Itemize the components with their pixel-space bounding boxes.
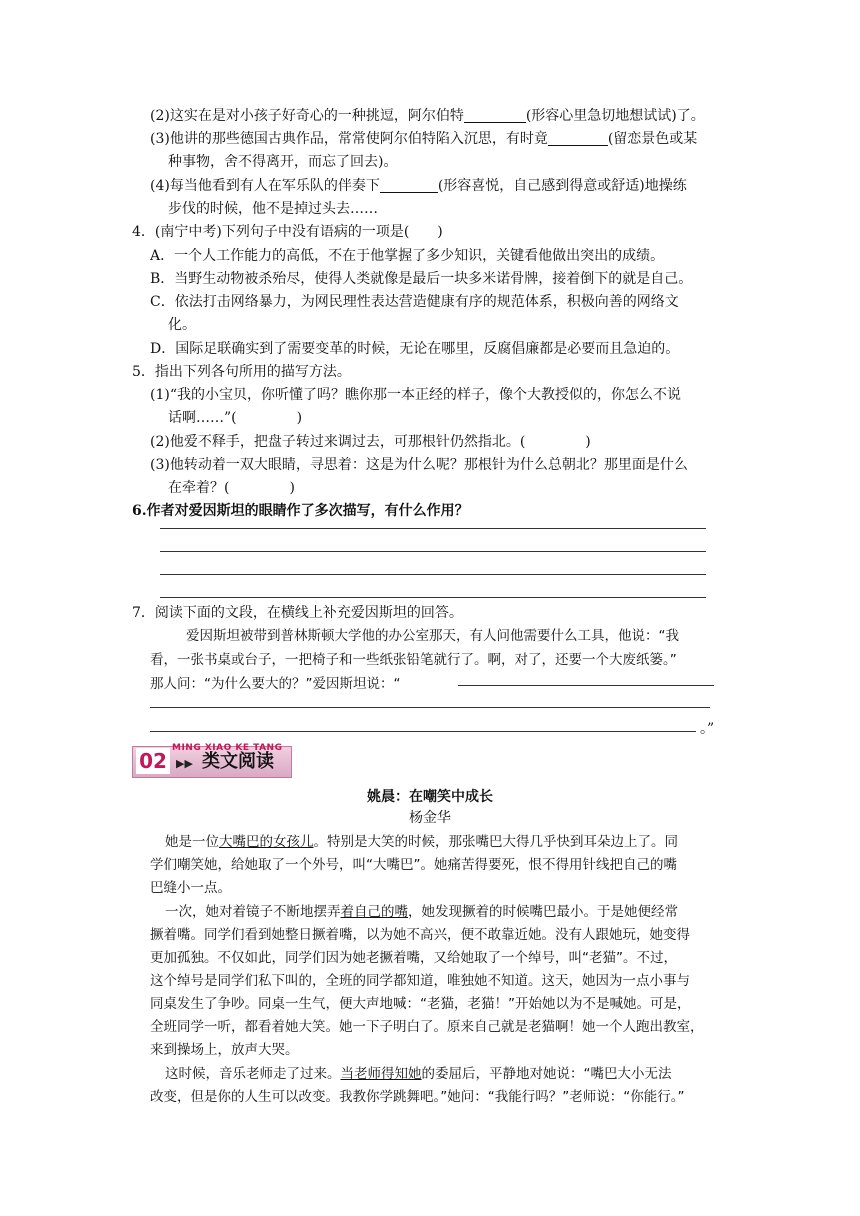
q5-item-3-tail: 在牵着？( (168, 480, 230, 496)
article-underlined: 着自己的嘴 (340, 904, 408, 920)
q3-item-3 (150, 127, 697, 151)
q4-stem: 4．(南宁中考)下列句子中没有语病的一项是( ) (132, 224, 443, 240)
q6-stem: 6.作者对爱因斯坦的眼睛作了多次描写，有什么作用？ (132, 503, 469, 519)
article-text: 的委屈后，平静地对她说：“嘴巴大小无法 (421, 1066, 672, 1082)
q3-item-3-cont: 种事物，舍不得离开，而忘了回去)。 (168, 154, 398, 170)
article-title: 姚晨：在嘲笑中成长 (367, 789, 493, 805)
q7-stem: 7．阅读下面的文段，在横线上补充爱因斯坦的回答。 (132, 605, 463, 621)
q6-answer-line-3[interactable] (160, 574, 706, 575)
article-p3-line-1 (165, 1062, 745, 1086)
q5-item-1-close: ) (296, 410, 303, 426)
q5-item-3-close: ) (289, 480, 295, 496)
q3-item-4-text: (4)每当他看到有人在军乐队的伴奏下 (150, 178, 380, 194)
q5-item-3: (3)他转动着一双大眼睛，寻思着：这是为什么呢？那根针为什么总朝北？那里面是什么 (150, 457, 688, 473)
q5-item-1-tail: 话啊……”( (168, 410, 237, 426)
article-author: 杨金华 (409, 810, 451, 826)
q7-end-quote: 。” (700, 721, 715, 737)
article-p3-line-2: 改变，但是你的人生可以改变。我教你学跳舞吧。”她问：“我能行吗？”老师说：“你能行。” (150, 1089, 685, 1105)
q5-item-2-close: ) (585, 434, 591, 450)
q4-option-b[interactable]: B．当野生动物被杀殆尽，使得人类就像是最后一块多米诺骨牌，接着倒下的就是自己。 (150, 271, 693, 287)
q6-answer-line-2[interactable] (160, 551, 706, 552)
article-text: 。特别是大笑的时候，那张嘴巴大得几乎快到耳朵边上了。同 (313, 834, 678, 850)
q3-item-4-hint: (形容喜悦，自己感到得意或舒适)地操练 (437, 178, 687, 194)
q5-item-1: (1)“我的小宝贝，你听懂了吗？瞧你那一本正经的样子，像个大教授似的，你怎么不说 (150, 387, 681, 403)
q5-item-1-cont (168, 406, 302, 430)
q3-item-3-blank[interactable] (548, 129, 608, 146)
article-p2-line-5: 同桌发生了争吵。同桌一生气，便大声地喊：“老猫，老猫！”开始她以为不是喊她。可是， (150, 996, 691, 1012)
q3-item-2-hint: (形容心里急切地想试试)了。 (525, 108, 705, 124)
article-text: ，她发现撅着的时候嘴巴最小。于是她便经常 (408, 904, 678, 920)
q4-option-a[interactable]: A．一个人工作能力的高低，不在于他掌握了多少知识，关键看他做出突出的成绩。 (150, 248, 665, 264)
q3-item-2-text: (2)这实在是对小孩子好奇心的一种挑逗，阿尔伯特 (150, 108, 464, 124)
article-p1-line-2: 学们嘲笑她，给她取了一个外号，叫“大嘴巴”。她痛苦得要死，恨不得用针线把自己的嘴 (150, 857, 677, 873)
article-p1-line-1 (165, 830, 745, 854)
q3-item-3-hint: (留恋景色或某 (607, 131, 698, 147)
article-p2-line-7: 来到操场上，放声大哭。 (150, 1042, 299, 1058)
q6-answer-line-1[interactable] (160, 528, 706, 529)
article-underlined: 大嘴巴的女孩儿 (219, 834, 314, 850)
article-p2-line-2: 撅着嘴。同学们看到她整日撅着嘴，以为她不高兴，便不敢靠近她。没有人跟她玩，她变得 (150, 927, 690, 943)
q4-option-d[interactable]: D．国际足联确实到了需要变革的时候，无论在哪里，反腐倡廉都是必要而且急迫的。 (150, 341, 680, 357)
q7-answer-line-2[interactable] (150, 707, 710, 708)
q5-item-3-cont (168, 476, 295, 500)
article-p1-line-3: 巴缝小一点。 (150, 880, 231, 896)
q3-item-3-text: (3)他讲的那些德国古典作品，常常使阿尔伯特陷入沉思，有时竟 (150, 131, 548, 147)
article-underlined: 当老师得知她 (340, 1066, 422, 1082)
q7-passage-line-2: 看，一张书桌或台子，一把椅子和一些纸张铅笔就行了。啊，对了，还要一个大废纸篓。” (150, 652, 677, 668)
section-number: 02 (136, 748, 170, 774)
article-text: 一次，她对着镜子不断地摆弄 (165, 904, 341, 920)
q3-item-4 (150, 174, 687, 198)
q6-answer-line-4[interactable] (160, 597, 706, 598)
article-text: 她是一位 (165, 834, 219, 850)
article-text: 这时候，音乐老师走了过来。 (165, 1066, 341, 1082)
q5-item-2 (150, 430, 591, 454)
q7-passage-line-3: 那人问：“为什么要大的？”爱因斯坦说：“ (150, 676, 401, 692)
q7-passage-line-1: 爱因斯坦被带到普林斯顿大学他的办公室那天，有人问他需要什么工具，他说：“我 (186, 628, 679, 644)
q4-option-c-cont: 化。 (168, 317, 196, 333)
q3-item-4-cont: 步伐的时候，他不是掉过头去…… (168, 201, 378, 217)
q7-answer-line-3[interactable] (150, 731, 696, 732)
article-p2-line-6: 全班同学一听，都看着她大笑。她一下子明白了。原来自己就是老猫啊！她一个人跑出教室， (150, 1019, 704, 1035)
q5-item-2-text: (2)他爱不释手，把盘子转过来调过去，可那根针仍然指北。( (150, 434, 526, 450)
q7-answer-line-1[interactable] (458, 685, 714, 686)
double-arrow-icon: ▶▶ (176, 757, 193, 770)
q4-option-c[interactable]: C．依法打击网络暴力，为网民理性表达营造健康有序的规范体系，积极向善的网络文 (150, 294, 679, 310)
article-p2-line-1 (165, 900, 745, 924)
q3-item-2-blank[interactable] (464, 106, 526, 123)
q3-item-2 (150, 104, 705, 128)
q3-item-4-blank[interactable] (380, 176, 438, 193)
section-banner-en: MING XIAO KE TANG (172, 743, 283, 753)
article-p2-line-3: 更加孤独。不仅如此，同学们因为她老撅着嘴，又给她取了一个绰号，叫“老猫”。不过， (150, 950, 677, 966)
article-p2-line-4: 这个绰号是同学们私下叫的，全班的同学都知道，唯独她不知道。这天，她因为一点小事与 (150, 973, 690, 989)
section-banner (132, 738, 292, 778)
section-title: 类文阅读 (202, 751, 274, 772)
q5-stem: 5．指出下列各句所用的描写方法。 (132, 364, 351, 380)
